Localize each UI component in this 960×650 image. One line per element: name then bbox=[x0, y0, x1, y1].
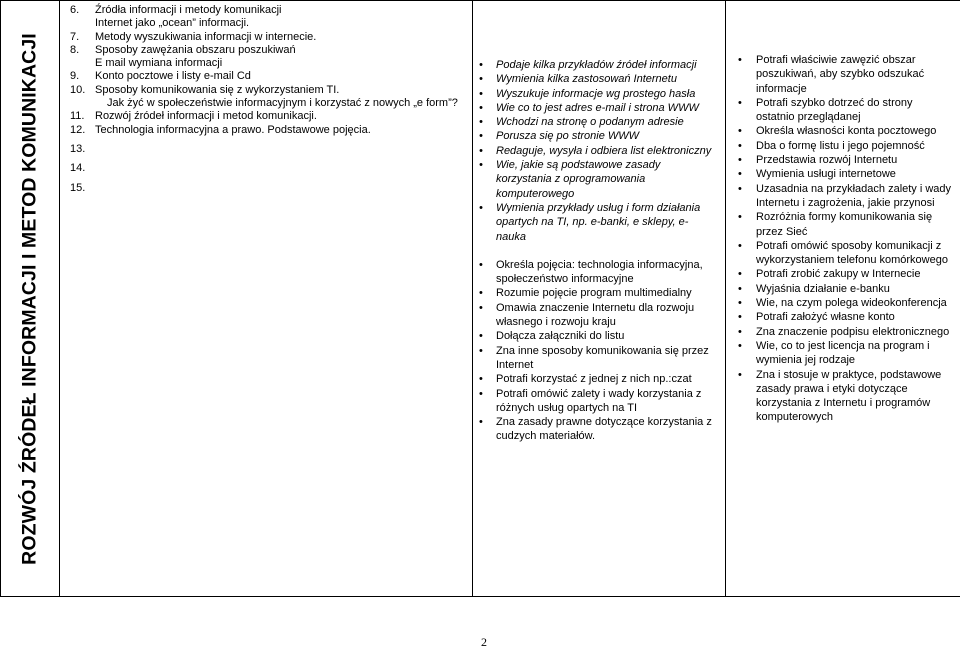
requirement-item: • Dołącza załączniki do listu bbox=[473, 329, 717, 343]
requirement-item: • Uzasadnia na przykładach zalety i wady Internetu i zagrożenia, jakie przynosi bbox=[726, 182, 954, 211]
basic-requirements-cell bbox=[473, 1, 726, 597]
section-title-cell bbox=[1, 1, 60, 597]
requirement-item: • Redaguje, wysyła i odbiera list elektroniczny bbox=[473, 144, 717, 158]
topic-number: 15. bbox=[70, 181, 86, 194]
requirement-item: • Omawia znaczenie Internetu dla rozwoju własnego i rozwoju kraju bbox=[473, 301, 717, 330]
topic-number: 7. bbox=[70, 30, 80, 43]
requirement-item: • Podaje kilka przykładów źródeł informacji bbox=[473, 58, 717, 72]
topics-cell bbox=[60, 1, 473, 597]
topic-text: E mail wymiana informacji bbox=[95, 57, 223, 70]
topic-text-line: Sposoby komunikowania się z wykorzystaniem TI. bbox=[95, 83, 340, 96]
requirement-item: • Określa pojęcia: technologia informacyjna, społeczeństwo informacyjne bbox=[473, 258, 717, 287]
topic-number: 6. bbox=[70, 4, 80, 16]
section-title: ROZWÓJ ŹRÓDEŁ INFORMACJI I METOD KOMUNIKACJI bbox=[18, 32, 41, 565]
topics-list bbox=[60, 1, 472, 195]
topic-number: 11. bbox=[70, 110, 85, 123]
requirement-item: • Przedstawia rozwój Internetu bbox=[726, 153, 954, 167]
topic-row bbox=[60, 4, 472, 17]
requirement-item: • Potrafi właściwie zawęzić obszar poszukiwań, aby szybko odszukać informacje bbox=[726, 53, 954, 96]
requirement-item: • Wymienia przykłady usług i form działania opartych na TI, np. e-banki, e sklepy, e-nauka bbox=[473, 201, 717, 244]
requirement-item: • Wie, co to jest licencja na program i wymienia jej rodzaje bbox=[726, 339, 954, 368]
requirement-item: • Rozumie pojęcie program multimedialny bbox=[473, 286, 717, 300]
topic-row bbox=[60, 162, 472, 175]
topic-text-line: Jak żyć w społeczeństwie informacyjnym i korzystać z nowych „e form”? bbox=[107, 97, 458, 110]
topic-text: Rozwój źródeł informacji i metod komunikacji. bbox=[95, 110, 317, 123]
topic-text bbox=[95, 84, 472, 111]
requirement-item: • Zna inne sposoby komunikowania się przez Internet bbox=[473, 344, 717, 373]
topic-row bbox=[60, 70, 472, 83]
list-gap bbox=[473, 244, 717, 258]
topic-row bbox=[60, 17, 472, 30]
requirement-item: • Potrafi zrobić zakupy w Internecie bbox=[726, 267, 954, 281]
topic-row bbox=[60, 143, 472, 156]
requirement-item: • Wymienia kilka zastosowań Internetu bbox=[473, 72, 717, 86]
requirement-item: • Potrafi korzystać z jednej z nich np.:czat bbox=[473, 372, 717, 386]
topic-row bbox=[60, 44, 472, 57]
topic-number: 12. bbox=[70, 123, 86, 136]
topic-text: Konto pocztowe i listy e-mail Cd bbox=[95, 70, 251, 83]
requirement-item: • Wie co to jest adres e-mail i strona WWW bbox=[473, 101, 717, 115]
requirement-item: • Rozróżnia formy komunikowania się przez Sieć bbox=[726, 210, 954, 239]
requirement-item: • Zna znaczenie podpisu elektronicznego bbox=[726, 325, 954, 339]
topic-row bbox=[60, 57, 472, 70]
requirement-item: • Zna zasady prawne dotyczące korzystania z cudzych materiałów. bbox=[473, 415, 717, 444]
topic-row bbox=[60, 124, 472, 137]
extended-requirements-list bbox=[726, 1, 960, 425]
requirement-item: • Wyszukuje informacje wg prostego hasła bbox=[473, 87, 717, 101]
page-number: 2 bbox=[481, 635, 487, 649]
requirement-item: • Zna i stosuje w praktyce, podstawowe zasady prawa i etyki dotyczące korzystania z Internetu i programów komputerowych bbox=[726, 368, 954, 425]
topic-text: Metody wyszukiwania informacji w internecie. bbox=[95, 30, 317, 43]
requirement-item: • Porusza się po stronie WWW bbox=[473, 129, 717, 143]
requirement-item: • Potrafi omówić zalety i wady korzystania z różnych usług opartych na TI bbox=[473, 387, 717, 416]
requirement-item: • Wie, na czym polega wideokonferencja bbox=[726, 296, 954, 310]
requirement-item: • Potrafi omówić sposoby komunikacji z wykorzystaniem telefonu komórkowego bbox=[726, 239, 954, 268]
topic-number: 13. bbox=[70, 142, 86, 155]
topic-row bbox=[60, 31, 472, 44]
topic-text: Sposoby zawężania obszaru poszukiwań bbox=[95, 43, 296, 56]
requirement-item: • Określa własności konta pocztowego bbox=[726, 124, 954, 138]
topic-number: 10. bbox=[70, 83, 86, 96]
topic-row bbox=[60, 182, 472, 195]
requirement-item: • Wymienia usługi internetowe bbox=[726, 167, 954, 181]
topic-number: 9. bbox=[70, 70, 80, 83]
topic-row bbox=[60, 110, 472, 123]
requirement-item: • Dba o formę listu i jego pojemność bbox=[726, 139, 954, 153]
topic-text: Internet jako „ocean” informacji. bbox=[95, 17, 250, 30]
requirement-item: • Potrafi szybko dotrzeć do strony ostatnio przeglądanej bbox=[726, 96, 954, 125]
requirement-item: • Potrafi założyć własne konto bbox=[726, 310, 954, 324]
extended-requirements-cell bbox=[726, 1, 960, 597]
requirement-item: • Wie, jakie są podstawowe zasady korzystania z oprogramowania komputerowego bbox=[473, 158, 717, 201]
topic-text: Technologia informacyjna a prawo. Podstawowe pojęcia. bbox=[95, 123, 371, 136]
topic-text: Źródła informacji i metody komunikacji bbox=[95, 4, 282, 16]
topic-row bbox=[60, 84, 472, 111]
topic-number: 8. bbox=[70, 43, 80, 56]
requirement-item: • Wyjaśnia działanie e-banku bbox=[726, 282, 954, 296]
topic-number: 14. bbox=[70, 162, 86, 175]
requirement-item: • Wchodzi na stronę o podanym adresie bbox=[473, 115, 717, 129]
basic-requirements-list bbox=[473, 1, 725, 444]
